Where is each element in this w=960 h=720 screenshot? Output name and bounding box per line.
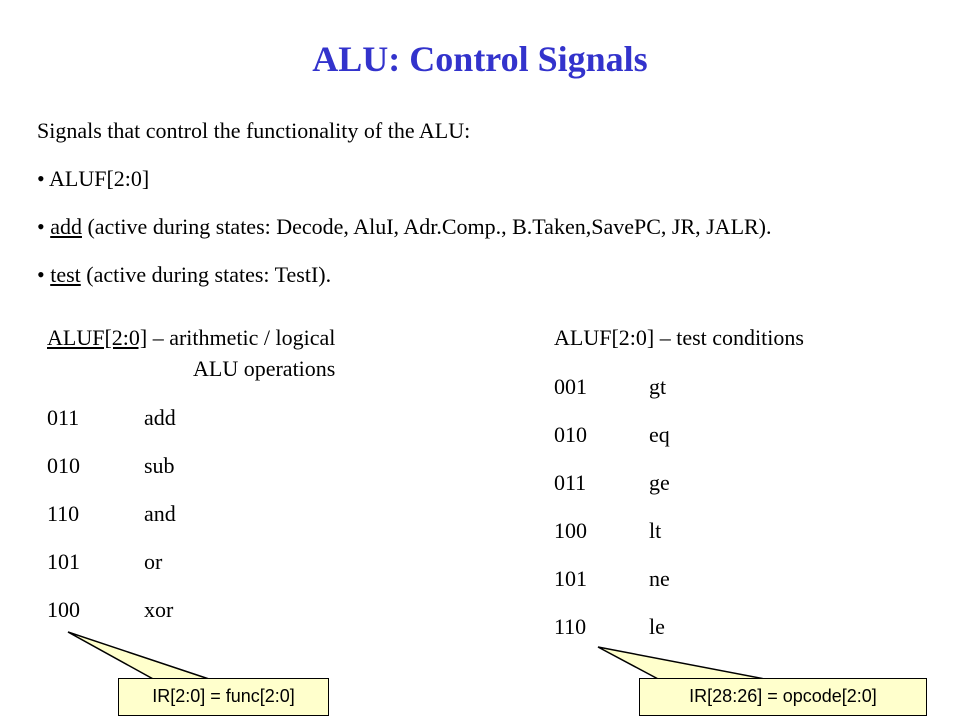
- op-cell: sub: [144, 453, 175, 478]
- code-cell: 110: [47, 501, 80, 526]
- op-cell: lt: [649, 518, 662, 543]
- code-cell: 100: [47, 597, 80, 622]
- bullet-marker: •: [37, 214, 45, 239]
- left-callout-box: [118, 678, 329, 716]
- code-cell: 011: [47, 405, 80, 430]
- left-callout-pointer: [68, 632, 212, 680]
- right-table-header: ALUF[2:0] – test conditions: [554, 325, 804, 350]
- op-cell: ne: [649, 566, 670, 591]
- op-cell: eq: [649, 422, 670, 447]
- op-cell: ge: [649, 470, 670, 495]
- right-callout-pointer: [598, 647, 770, 680]
- code-cell: 101: [554, 566, 587, 591]
- op-cell: le: [649, 614, 665, 639]
- left-callout-text: IR[2:0] = func[2:0]: [152, 686, 295, 706]
- op-cell: or: [144, 549, 163, 574]
- right-callout-box: [639, 678, 927, 716]
- bullet-text: (active during states: Decode, AluI, Adr.Comp., B.Taken,SavePC, JR, JALR).: [81, 214, 772, 239]
- right-callout-text: IR[28:26] = opcode[2:0]: [689, 686, 877, 706]
- code-cell: 100: [554, 518, 587, 543]
- left-header-key: ALUF[2:0]: [47, 325, 148, 350]
- code-cell: 001: [554, 374, 587, 399]
- code-cell: 010: [47, 453, 80, 478]
- op-cell: and: [144, 501, 176, 526]
- left-header-rest: – arithmetic / logical: [147, 325, 336, 350]
- signal-test: test: [50, 262, 81, 287]
- op-cell: add: [144, 405, 176, 430]
- code-cell: 010: [554, 422, 587, 447]
- signal-add: add: [50, 214, 82, 239]
- op-cell: xor: [144, 597, 174, 622]
- intro-text: Signals that control the functionality of the ALU:: [37, 118, 471, 143]
- bullet-text: (active during states: TestI).: [80, 262, 332, 287]
- page-title: ALU: Control Signals: [312, 39, 648, 79]
- left-table-header-line2: ALU operations: [193, 356, 336, 381]
- op-cell: gt: [649, 374, 667, 399]
- code-cell: 110: [554, 614, 587, 639]
- bullet-marker: •: [37, 166, 45, 191]
- code-cell: 011: [554, 470, 587, 495]
- bullet-text: ALUF[2:0]: [49, 166, 150, 191]
- bullet-marker: •: [37, 262, 45, 287]
- code-cell: 101: [47, 549, 80, 574]
